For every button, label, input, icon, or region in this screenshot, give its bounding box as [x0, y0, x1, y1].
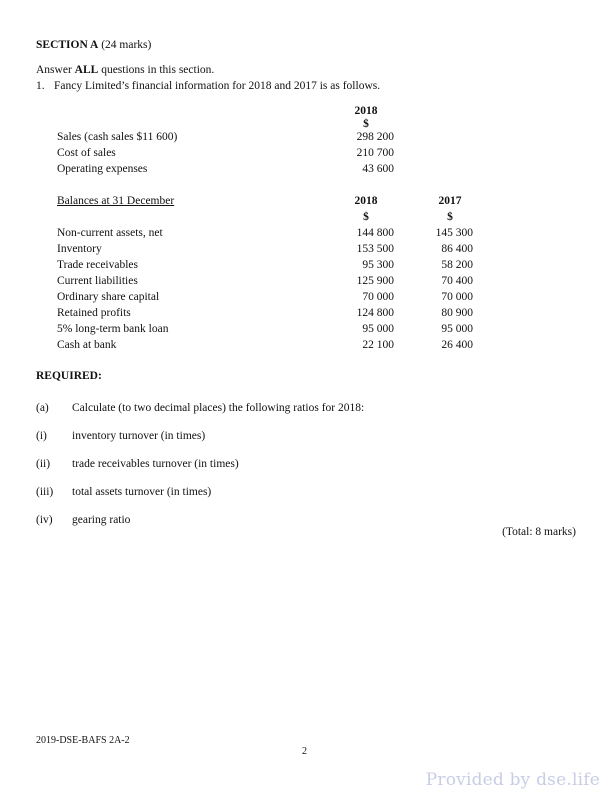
part-marker: (a) [36, 402, 49, 414]
part-text: trade receivables turnover (in times) [72, 458, 239, 470]
t2-row-label: Inventory [57, 243, 102, 255]
t2-value-2018: 22 100 [362, 339, 394, 351]
section-marks: (24 marks) [98, 39, 152, 51]
t1-row-label: Sales (cash sales $11 600) [57, 131, 178, 143]
t1-row-value: 210 700 [356, 147, 394, 159]
question-text: Fancy Limited’s financial information for 2018 and 2017 is as follows. [54, 80, 381, 92]
t2-value-2018: 153 500 [356, 243, 394, 255]
section-title: SECTION A [36, 39, 99, 51]
t1-unit-header: $ [363, 118, 369, 130]
section-heading [36, 40, 151, 52]
t2-value-2018: 144 800 [356, 227, 394, 239]
t2-value-2018: 70 000 [362, 291, 394, 303]
instruction-line [36, 65, 214, 77]
t2-value-2018: 95 000 [362, 323, 394, 335]
t2-row-label: Current liabilities [57, 275, 138, 287]
t2-unit-2018: $ [363, 211, 369, 223]
part-marker: (iv) [36, 514, 53, 526]
instruction-post: questions in this section. [98, 64, 215, 76]
t2-value-2017: 95 000 [441, 323, 473, 335]
part-marker: (ii) [36, 458, 51, 470]
question-number: 1. [36, 80, 45, 92]
t2-unit-2017: $ [447, 211, 453, 223]
t2-row-label: Non-current assets, net [57, 227, 163, 239]
watermark: Provided by dse.life [425, 770, 600, 790]
t2-value-2017: 26 400 [441, 339, 473, 351]
t2-heading: Balances at 31 December [57, 195, 175, 207]
total-marks: (Total: 8 marks) [502, 526, 576, 538]
part-text: gearing ratio [72, 514, 131, 526]
t1-row-value: 298 200 [356, 131, 394, 143]
t2-value-2018: 125 900 [356, 275, 394, 287]
part-text: Calculate (to two decimal places) the following ratios for 2018: [72, 402, 365, 414]
t2-year-2017-header: 2017 [438, 195, 462, 207]
t2-year-2018-header: 2018 [354, 195, 378, 207]
t2-value-2017: 70 000 [441, 291, 473, 303]
part-marker: (i) [36, 430, 47, 442]
part-text: total assets turnover (in times) [72, 486, 212, 498]
t2-value-2017: 80 900 [441, 307, 473, 319]
t2-value-2018: 124 800 [356, 307, 394, 319]
part-text: inventory turnover (in times) [72, 430, 206, 442]
t2-value-2017: 70 400 [441, 275, 473, 287]
t2-row-label: Retained profits [57, 307, 131, 319]
t2-row-label: 5% long-term bank loan [57, 323, 169, 335]
t2-row-label: Cash at bank [57, 339, 117, 351]
t1-row-value: 43 600 [362, 163, 394, 175]
instruction-pre: Answer [36, 64, 75, 76]
required-heading: REQUIRED: [36, 370, 102, 382]
t1-row-label: Operating expenses [57, 163, 148, 175]
t2-value-2017: 58 200 [441, 259, 473, 271]
page-number: 2 [302, 746, 307, 757]
paper-code: 2019-DSE-BAFS 2A-2 [36, 735, 130, 746]
t2-row-label: Ordinary share capital [57, 291, 160, 303]
instruction-emphasis: ALL [74, 64, 99, 76]
part-marker: (iii) [36, 486, 54, 498]
t2-value-2017: 86 400 [441, 243, 473, 255]
t1-row-label: Cost of sales [57, 147, 116, 159]
t2-value-2017: 145 300 [435, 227, 473, 239]
t1-year-header: 2018 [354, 105, 378, 117]
t2-value-2018: 95 300 [362, 259, 394, 271]
t2-row-label: Trade receivables [57, 259, 138, 271]
